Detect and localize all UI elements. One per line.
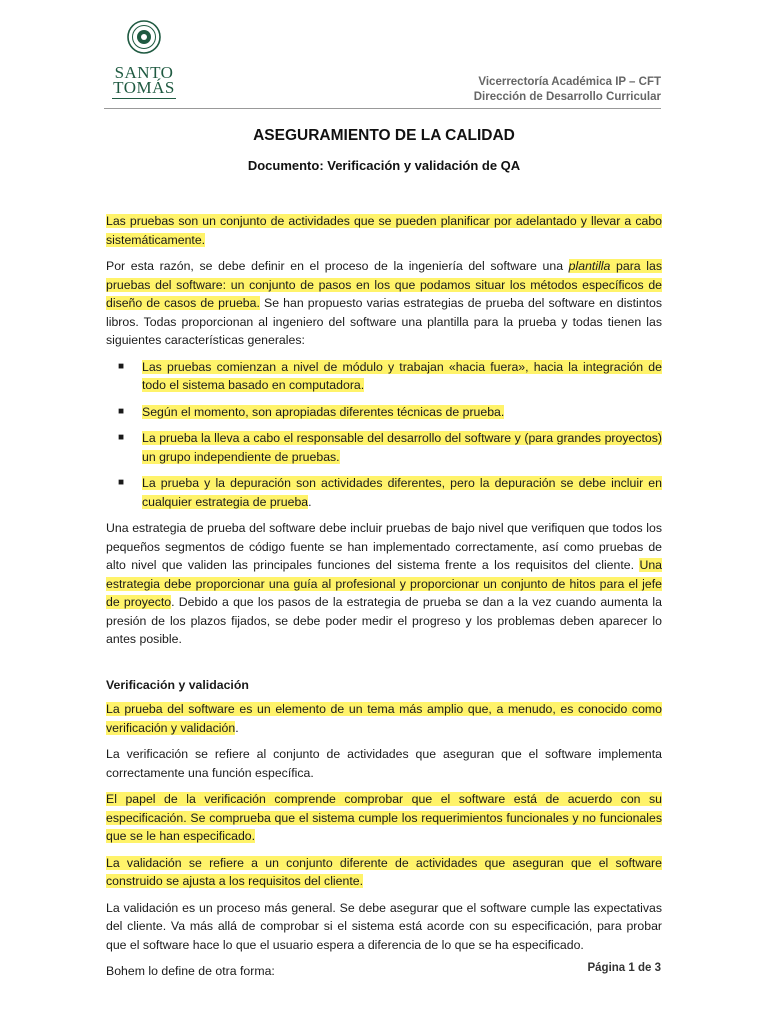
highlighted-text: Una estrategia debe proporcionar una guía al profesional y proporcionar un conjunto de hitos para el jefe de proyecto xyxy=(106,558,662,609)
paragraph-5: La verificación se refiere al conjunto de actividades que aseguran que el software implementa correctamente una función específica. xyxy=(106,747,662,780)
highlighted-text-rest: para las pruebas del software: un conjunto de pasos en los que podamos situar los métodos específicos de diseño de casos de prueba. xyxy=(106,259,662,310)
paragraph-7 xyxy=(106,854,662,891)
highlighted-text: La prueba del software es un elemento de un tema más amplio que, a menudo, es conocido como verificación y validación xyxy=(106,702,662,735)
bullet-icon: ■ xyxy=(118,405,125,417)
paragraph-3 xyxy=(106,519,662,649)
document-body xyxy=(106,212,662,989)
institution-logo xyxy=(104,20,184,101)
seal-icon xyxy=(127,20,161,54)
highlighted-text: Las pruebas comienzan a nivel de módulo y trabajan «hacia fuera», hacia la integración de todo el sistema basado en computadora. xyxy=(142,359,662,392)
paragraph-text: . Debido a que los pasos de la estrategia de prueba se dan a la vez cuando aumenta la presión de los plazos fijados, se debe poder medir el progreso y los problemas deben aparecer lo antes posible. xyxy=(106,595,663,646)
highlighted-text: Las pruebas son un conjunto de actividades que se pueden planificar por adelantado y llevar a cabo sistemáticamente. xyxy=(106,214,662,247)
list-item xyxy=(106,403,662,422)
paragraph-4 xyxy=(106,700,662,737)
logo-line-2: TOMÁS xyxy=(113,78,175,97)
paragraph-1 xyxy=(106,212,662,249)
bullet-icon: ■ xyxy=(118,477,125,488)
paragraph-text: Por esta razón, se debe definir en el proceso de la ingeniería del software una xyxy=(106,259,569,273)
header-line-2: Dirección de Desarrollo Curricular xyxy=(473,91,661,103)
bullet-icon: ■ xyxy=(118,432,125,443)
list-item xyxy=(106,429,662,466)
highlighted-text: La prueba la lleva a cabo el responsable del desarrollo del software y (para grandes proyectos) un grupo independiente de pruebas. xyxy=(142,431,662,464)
characteristics-list xyxy=(106,358,662,512)
document-title: ASEGURAMIENTO DE LA CALIDAD xyxy=(253,127,515,144)
highlighted-text: La validación se refiere a un conjunto diferente de actividades que aseguran que el software construido se ajusta a los requisitos del cliente. xyxy=(106,855,662,888)
highlighted-text: La prueba y la depuración son actividades diferentes, pero la depuración se debe incluir en cualquier estrategia de prueba xyxy=(142,476,662,509)
header-divider xyxy=(104,108,661,109)
header-line-1: Vicerrectoría Académica IP – CFT xyxy=(478,76,661,88)
paragraph-text: Una estrategia de prueba del software debe incluir pruebas de bajo nivel que verifiquen que todos los pequeños segmentos de código fuente se han implementado correctamente, así como pruebas de alto nivel que validen las principales funciones del sistema frente a los requisitos del cliente. xyxy=(106,521,662,572)
paragraph-2 xyxy=(106,257,662,350)
list-item-tail: . xyxy=(308,494,312,509)
paragraph-9: Bohem lo define de otra forma: xyxy=(106,964,275,978)
highlighted-text: Según el momento, son apropiadas diferentes técnicas de prueba. xyxy=(142,404,505,419)
section-heading: Verificación y validación xyxy=(106,677,249,692)
highlighted-text: El papel de la verificación comprende comprobar que el software está de acuerdo con su especificación. Se comprueba que el sistema cumple los requerimientos funcionales y no funcionales que se le han especificado. xyxy=(106,792,662,843)
bullet-icon: ■ xyxy=(118,360,125,372)
list-item xyxy=(106,358,662,395)
paragraph-6 xyxy=(106,790,662,846)
paragraph-tail: . xyxy=(235,720,239,735)
page-header xyxy=(474,75,661,105)
page-number: Página 1 de 3 xyxy=(587,962,661,974)
logo-wordmark xyxy=(104,65,184,95)
italic-text: plantilla xyxy=(568,259,611,273)
paragraph-text: Se han propuesto varias estrategias de prueba del software en distintos libros. Todas proporcionan al ingeniero del software una plantilla para la prueba y todas tienen las siguientes características generales: xyxy=(106,296,662,347)
logo-line-1: SANTO xyxy=(114,63,174,82)
logo-rule xyxy=(112,98,176,101)
document-subtitle: Documento: Verificación y validación de QA xyxy=(247,158,521,173)
list-item xyxy=(106,474,662,511)
paragraph-8: La validación es un proceso más general. Se debe asegurar que el software cumple las expectativas del cliente. Va más allá de comprobar si el sistema está acorde con su especificación, para probar que el software hace lo que el usuario espera a diferencia de lo que se ha especificado. xyxy=(106,900,662,952)
